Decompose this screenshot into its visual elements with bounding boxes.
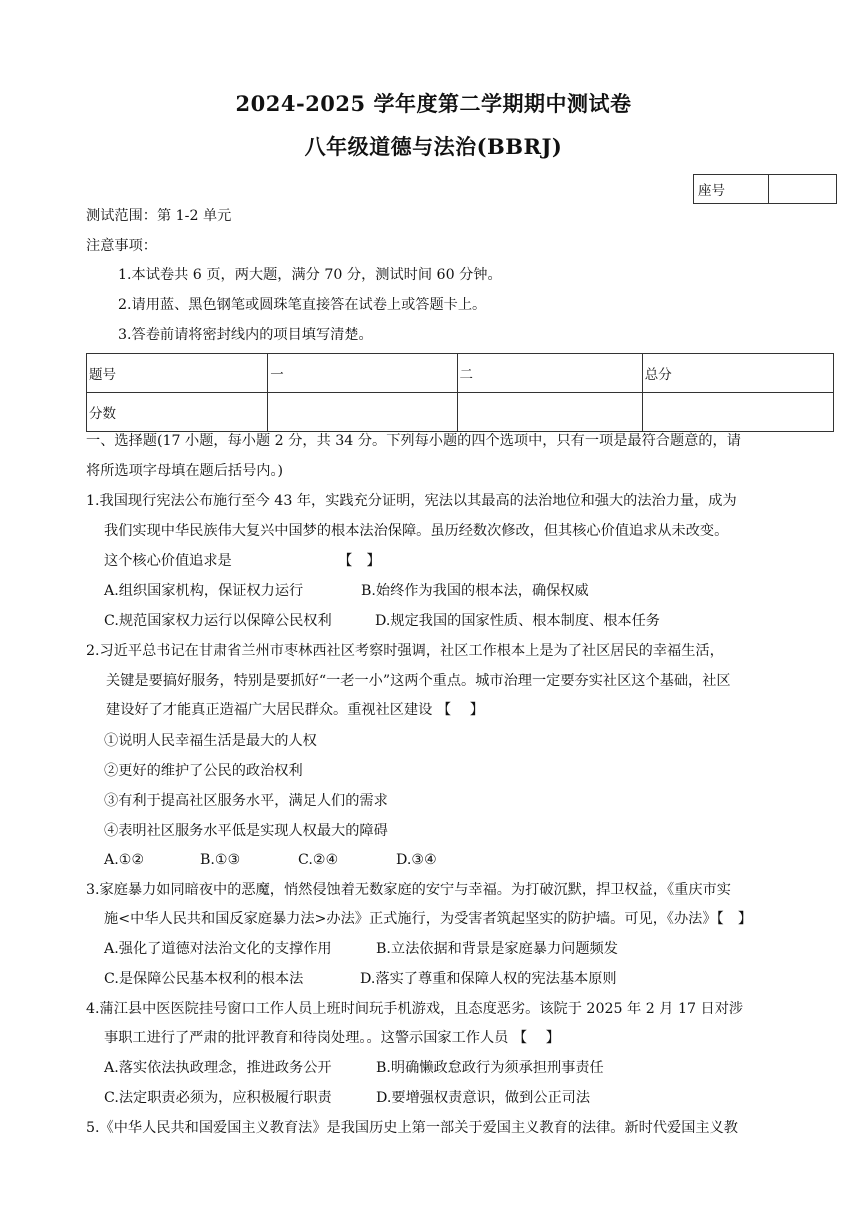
statement-2: ②更好的维护了公民的政治权利 — [104, 763, 303, 779]
seat-number-box — [693, 174, 837, 204]
question-1-stem: 这个核心价值追求是 【 】 — [104, 553, 381, 569]
seat-label: 座号 — [694, 175, 769, 204]
option-d: D.要增强权责意识，做到公正司法 — [376, 1090, 591, 1106]
question-2-stem: 2.习近平总书记在甘肃省兰州市枣林西社区考察时强调，社区工作根本上是为了社区居民的幸福生活， — [86, 643, 724, 659]
exam-subtitle: 八年级道德与法治(BBRJ) — [304, 134, 563, 159]
score-header-cell: 一 — [268, 354, 457, 393]
notice-item: 3.答卷前请将密封线内的项目填写清楚。 — [118, 327, 373, 343]
option-a: A.①② — [104, 852, 145, 868]
statement-4: ④表明社区服务水平低是实现人权最大的障碍 — [104, 823, 388, 839]
score-table — [86, 353, 834, 432]
option-b: B.明确懒政怠政行为须承担刑事责任 — [376, 1060, 604, 1076]
question-5-stem: 5.《中华人民共和国爱国主义教育法》是我国历史上第一部关于爱国主义教育的法律。新时代爱国主义教 — [86, 1120, 738, 1136]
option-d: D.规定我国的国家性质、根本制度、根本任务 — [375, 613, 660, 629]
score-cell-total[interactable] — [642, 393, 833, 432]
question-1-stem: 我们实现中华民族伟大复兴中国梦的根本法治保障。虽历经数次修改，但其核心价值追求从未改变。 — [104, 523, 729, 539]
score-table-row — [87, 393, 834, 432]
option-d: D.③④ — [396, 852, 437, 868]
statement-3: ③有利于提高社区服务水平，满足人们的需求 — [104, 793, 388, 809]
question-3-stem: 3.家庭暴力如同暗夜中的恶魔，悄然侵蚀着无数家庭的安宁与幸福。为打破沉默，捍卫权益，《重庆市实 — [86, 882, 731, 898]
question-1-stem: 1.我国现行宪法公布施行至今 43 年，实践充分证明，宪法以其最高的法治地位和强大的法治力量，成为 — [86, 493, 737, 509]
option-c: C.②④ — [298, 852, 339, 868]
score-header-cell: 二 — [457, 354, 642, 393]
option-d: D.落实了尊重和保障人权的宪法基本原则 — [360, 971, 617, 987]
score-header-cell: 题号 — [87, 354, 268, 393]
test-scope: 测试范围：第 1-2 单元 — [86, 208, 232, 224]
option-a: A.组织国家机构，保证权力运行 — [104, 583, 304, 599]
question-4-stem: 事职工进行了严肃的批评教育和待岗处理。。这警示国家工作人员 【 】 — [104, 1030, 560, 1046]
seat-value-field[interactable] — [769, 175, 837, 204]
option-c: C.是保障公民基本权利的根本法 — [104, 971, 304, 987]
question-2-stem: 建设好了才能真正造福广大居民群众。重视社区建设 【 】 — [106, 702, 484, 718]
question-3-stem: 施<中华人民共和国反家庭暴力法>办法》正式施行，为受害者筑起坚实的防护墙。可见，《办法》【 】 — [104, 911, 753, 927]
question-2-stem: 关键是要搞好服务，特别是要抓好“一老一小”这两个重点。城市治理一定要夯实社区这个基础，社区 — [106, 673, 731, 689]
score-cell-2[interactable] — [457, 393, 642, 432]
notice-item: 1.本试卷共 6 页，两大题，满分 70 分，测试时间 60 分钟。 — [118, 267, 502, 283]
exam-title: 2024-2025 学年度第二学期期中测试卷 — [235, 91, 632, 116]
section-intro: 一、选择题(17 小题，每小题 2 分，共 34 分。下列每小题的四个选项中，只有一项是最符合题意的，请 — [86, 433, 741, 449]
option-c: C.规范国家权力运行以保障公民权利 — [104, 613, 332, 629]
option-a: A.强化了道德对法治文化的支撑作用 — [104, 941, 332, 957]
option-a: A.落实依法执政理念，推进政务公开 — [104, 1060, 332, 1076]
score-row-label: 分数 — [87, 393, 268, 432]
score-header-cell: 总分 — [642, 354, 833, 393]
score-table-header-row — [87, 354, 834, 393]
score-cell-1[interactable] — [268, 393, 457, 432]
option-b: B.立法依据和背景是家庭暴力问题频发 — [376, 941, 618, 957]
option-b: B.始终作为我国的根本法，确保权威 — [361, 583, 589, 599]
notice-item: 2.请用蓝、黑色钢笔或圆珠笔直接答在试卷上或答题卡上。 — [118, 297, 487, 313]
option-c: C.法定职责必须为，应积极履行职责 — [104, 1090, 332, 1106]
notice-heading: 注意事项： — [86, 238, 157, 254]
section-intro: 将所选项字母填在题后括号内。) — [86, 463, 284, 479]
question-4-stem: 4.蒲江县中医医院挂号窗口工作人员上班时间玩手机游戏，且态度恶劣。该院于 2025 年 2 月 17 日对涉 — [86, 1001, 744, 1017]
statement-1: ①说明人民幸福生活是最大的人权 — [104, 733, 317, 749]
option-b: B.①③ — [200, 852, 241, 868]
